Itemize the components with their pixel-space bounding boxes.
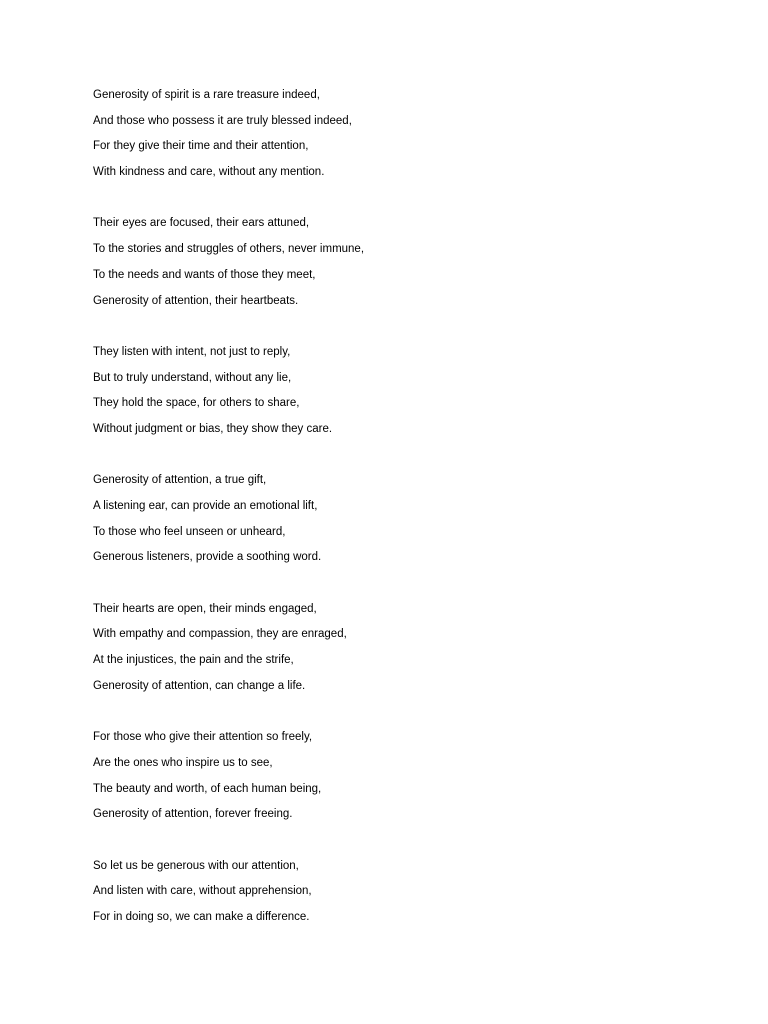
poem-line: A listening ear, can provide an emotional lift,: [93, 500, 318, 512]
poem-line: Generosity of attention, forever freeing.: [93, 808, 293, 821]
poem-line: And listen with care, without apprehension,: [93, 885, 312, 898]
poem-line: But to truly understand, without any lie,: [93, 371, 292, 384]
poem-line: Generosity of attention, a true gift,: [93, 474, 267, 487]
poem-line: Generous listeners, provide a soothing word.: [93, 551, 322, 564]
stanza-5: [93, 600, 713, 703]
poem-line: To the needs and wants of those they meet,: [93, 268, 316, 281]
stanza-1: [93, 86, 713, 189]
poem-line: Their hearts are open, their minds engaged,: [93, 602, 317, 615]
poem-line: Generosity of spirit is a rare treasure indeed,: [93, 89, 320, 101]
poem-line: So let us be generous with our attention,: [93, 859, 299, 872]
poem-line: Generosity of attention, can change a life.: [93, 679, 306, 692]
poem-line: To those who feel unseen or unheard,: [93, 525, 286, 538]
poem-line: With empathy and compassion, they are enraged,: [93, 628, 347, 641]
stanza-6: [93, 728, 713, 831]
stanza-7: [93, 857, 713, 934]
poem-line: Are the ones who inspire us to see,: [93, 756, 273, 769]
poem-line: Without judgment or bias, they show they care.: [93, 422, 333, 435]
poem-line: For they give their time and their attention,: [93, 140, 309, 153]
stanza-3: [93, 343, 713, 446]
poem-line: To the stories and struggles of others, never immune,: [93, 243, 365, 256]
poem-line: The beauty and worth, of each human being,: [93, 782, 322, 795]
poem-line: For those who give their attention so freely,: [93, 731, 313, 744]
poem-line: And those who possess it are truly blessed indeed,: [93, 114, 352, 127]
stanza-2: [93, 214, 713, 317]
poem-line: They listen with intent, not just to reply,: [93, 345, 291, 358]
poem-line: For in doing so, we can make a difference.: [93, 911, 310, 923]
poem-line: They hold the space, for others to share,: [93, 397, 300, 410]
poem-line: Their eyes are focused, their ears attuned,: [93, 217, 310, 230]
poem-line: Generosity of attention, their heartbeats.: [93, 294, 299, 307]
stanza-4: [93, 471, 713, 574]
poem-line: With kindness and care, without any mention.: [93, 166, 325, 179]
poem-body: [93, 86, 713, 959]
poem-line: At the injustices, the pain and the strife,: [93, 654, 294, 667]
